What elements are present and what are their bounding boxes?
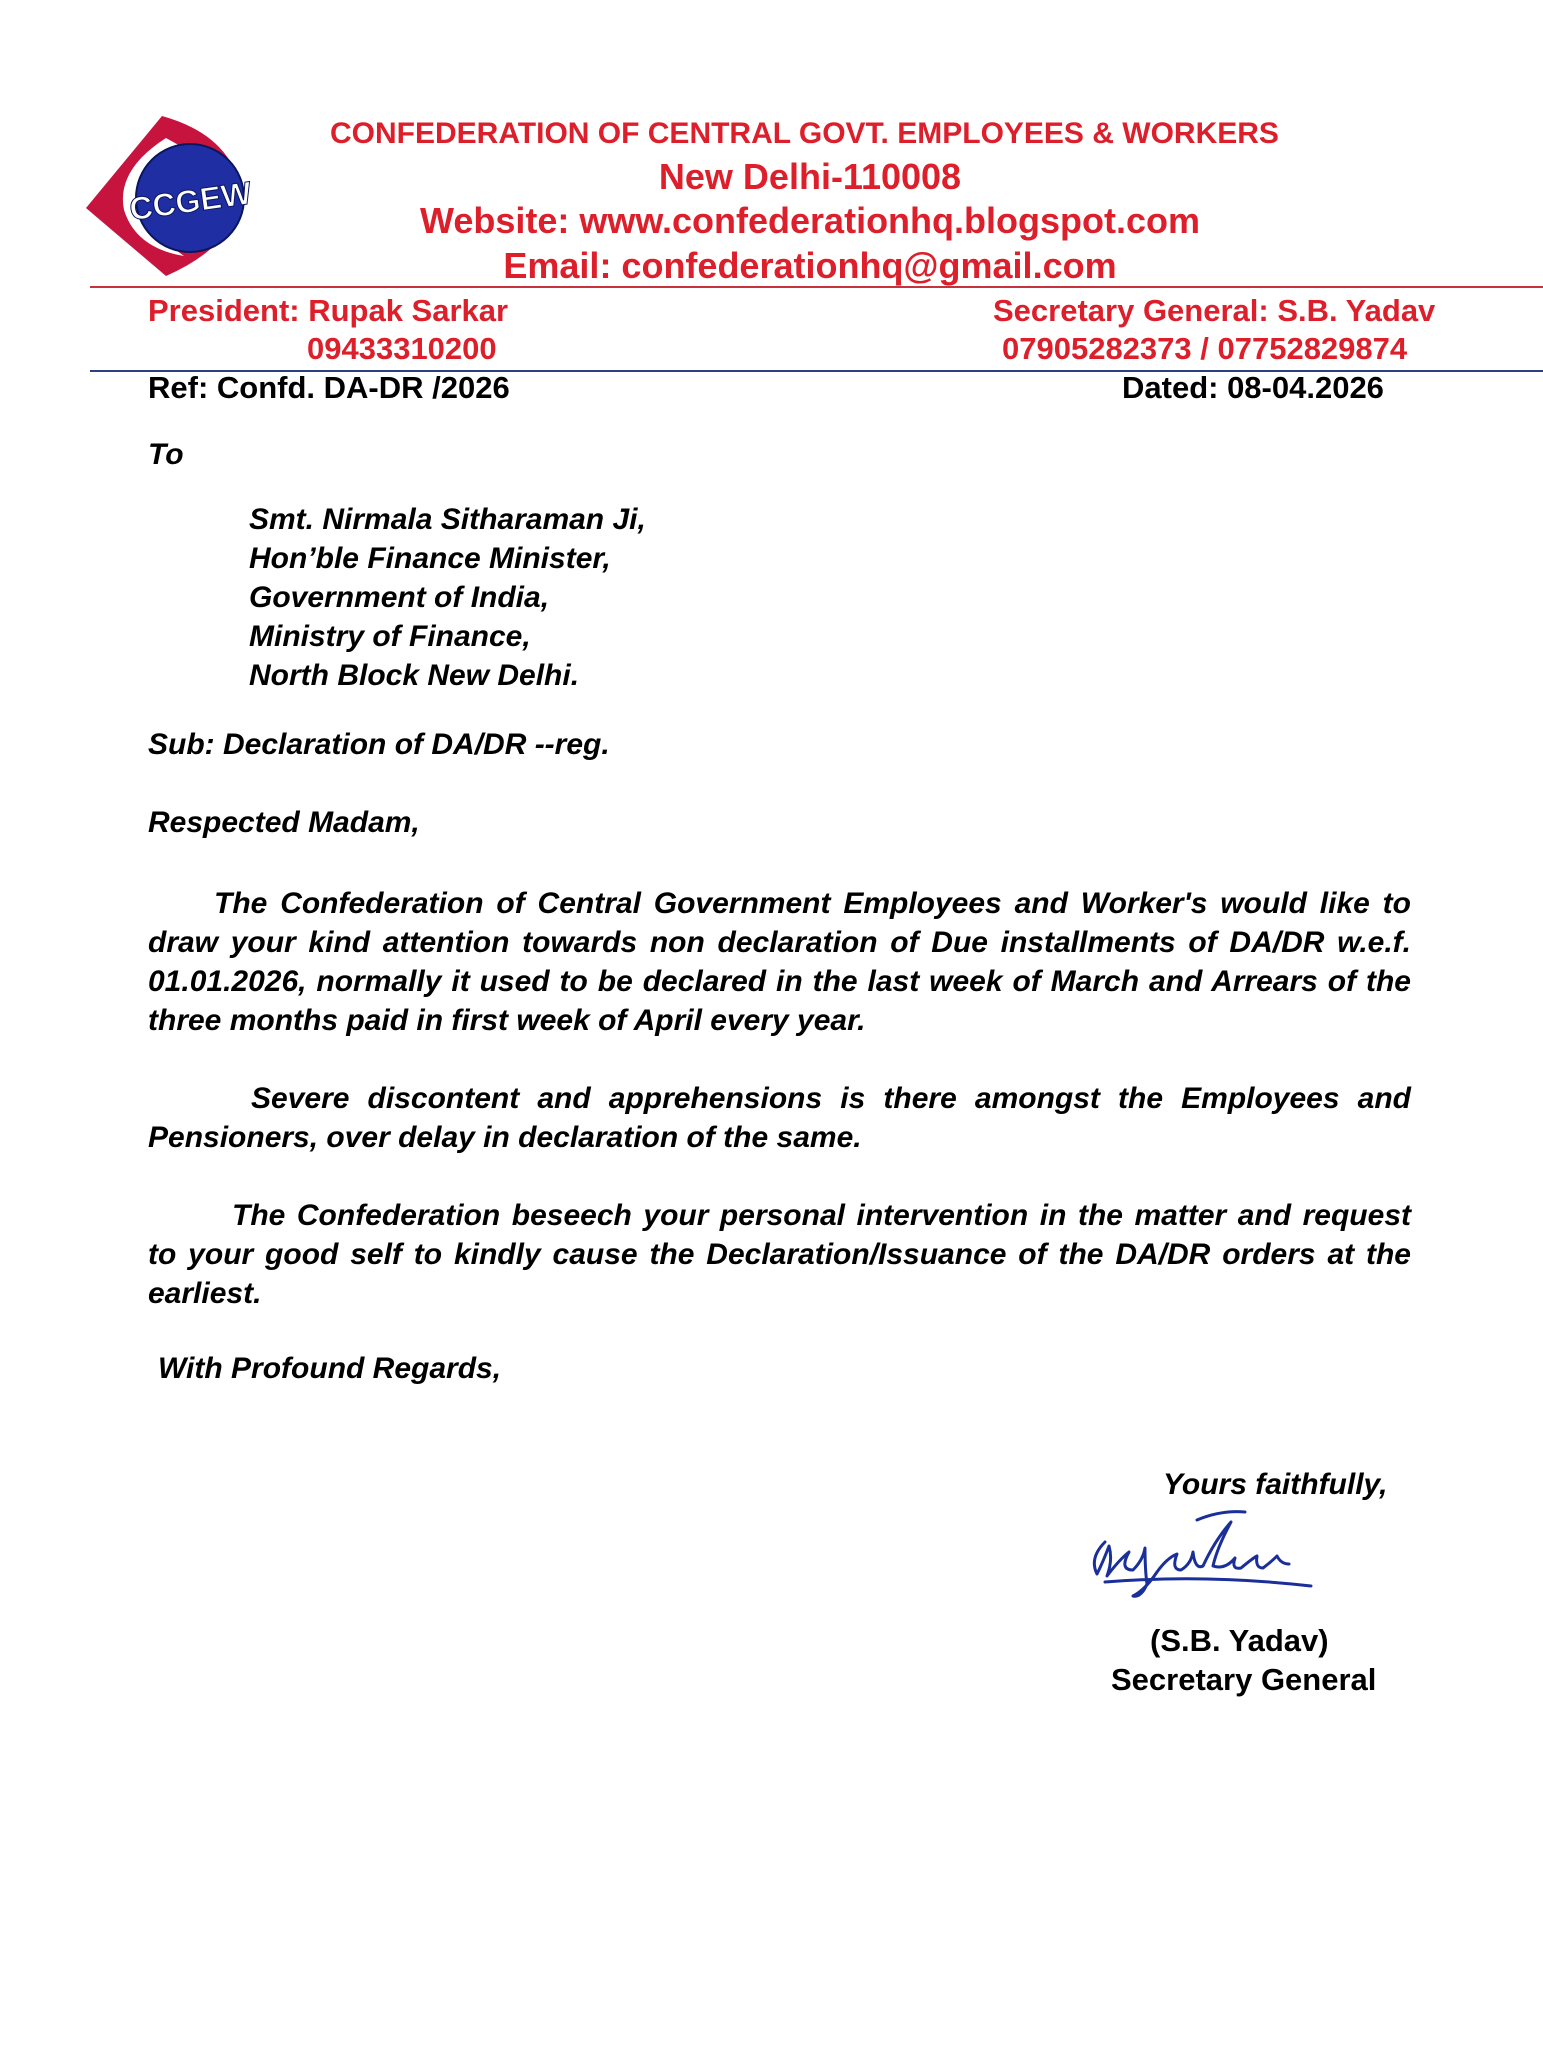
signatory-title: Secretary General [1111, 1662, 1377, 1697]
regards-line: With Profound Regards, [158, 1352, 502, 1385]
letter-date: Dated: 08-04.2026 [1122, 370, 1384, 405]
closing-line: Yours faithfully, [1163, 1468, 1388, 1501]
addressee-block [249, 500, 646, 695]
body-paragraph: Severe discontent and apprehensions is there amongst the Employees and Pensioners, over delay in declaration of the same. [148, 1082, 1411, 1154]
organization-city: New Delhi-110008 [658, 156, 962, 197]
subject-line: Sub: Declaration of DA/DR --reg. [148, 728, 610, 761]
president-phone: 09433310200 [307, 331, 497, 366]
salutation: Respected Madam, [148, 806, 420, 839]
addressee-line: Hon’ble Finance Minister, [249, 542, 611, 575]
body-paragraph: The Confederation of Central Government Employees and Worker's would like to draw your kind attention towards non declaration of Due installments of DA/DR w.e.f. 01.01.2026, normally it used to be declared in the last week of March and Arrears of the three months paid in first week of April every year. [148, 887, 1411, 1037]
handwritten-signature [1085, 1500, 1395, 1610]
logo-text: CCGEW [127, 174, 254, 228]
organization-email[interactable]: Email: confederationhq@gmail.com [503, 245, 1117, 286]
addressee-line: Ministry of Finance, [249, 620, 531, 653]
secretary-general-name: Secretary General: S.B. Yadav [993, 293, 1436, 328]
body-paragraph: The Confederation beseech your personal intervention in the matter and request to your good self to kindly cause the Declaration/Issuance of the DA/DR orders at the earliest. [148, 1199, 1411, 1310]
reference-number: Ref: Confd. DA-DR /2026 [148, 370, 510, 405]
to-label: To [148, 438, 184, 471]
organization-website[interactable]: Website: www.confederationhq.blogspot.com [419, 200, 1201, 241]
signatory-name: (S.B. Yadav) [1150, 1623, 1329, 1658]
addressee-line: Government of India, [249, 581, 550, 614]
president-name: President: Rupak Sarkar [148, 293, 509, 328]
addressee-line: North Block New Delhi. [249, 659, 580, 692]
organization-name: CONFEDERATION OF CENTRAL GOVT. EMPLOYEES & WORKERS [330, 117, 1279, 150]
addressee-line: Smt. Nirmala Sitharaman Ji, [249, 503, 646, 536]
header-divider-red [90, 286, 1543, 288]
secretary-general-phone: 07905282373 / 07752829874 [1002, 331, 1408, 366]
